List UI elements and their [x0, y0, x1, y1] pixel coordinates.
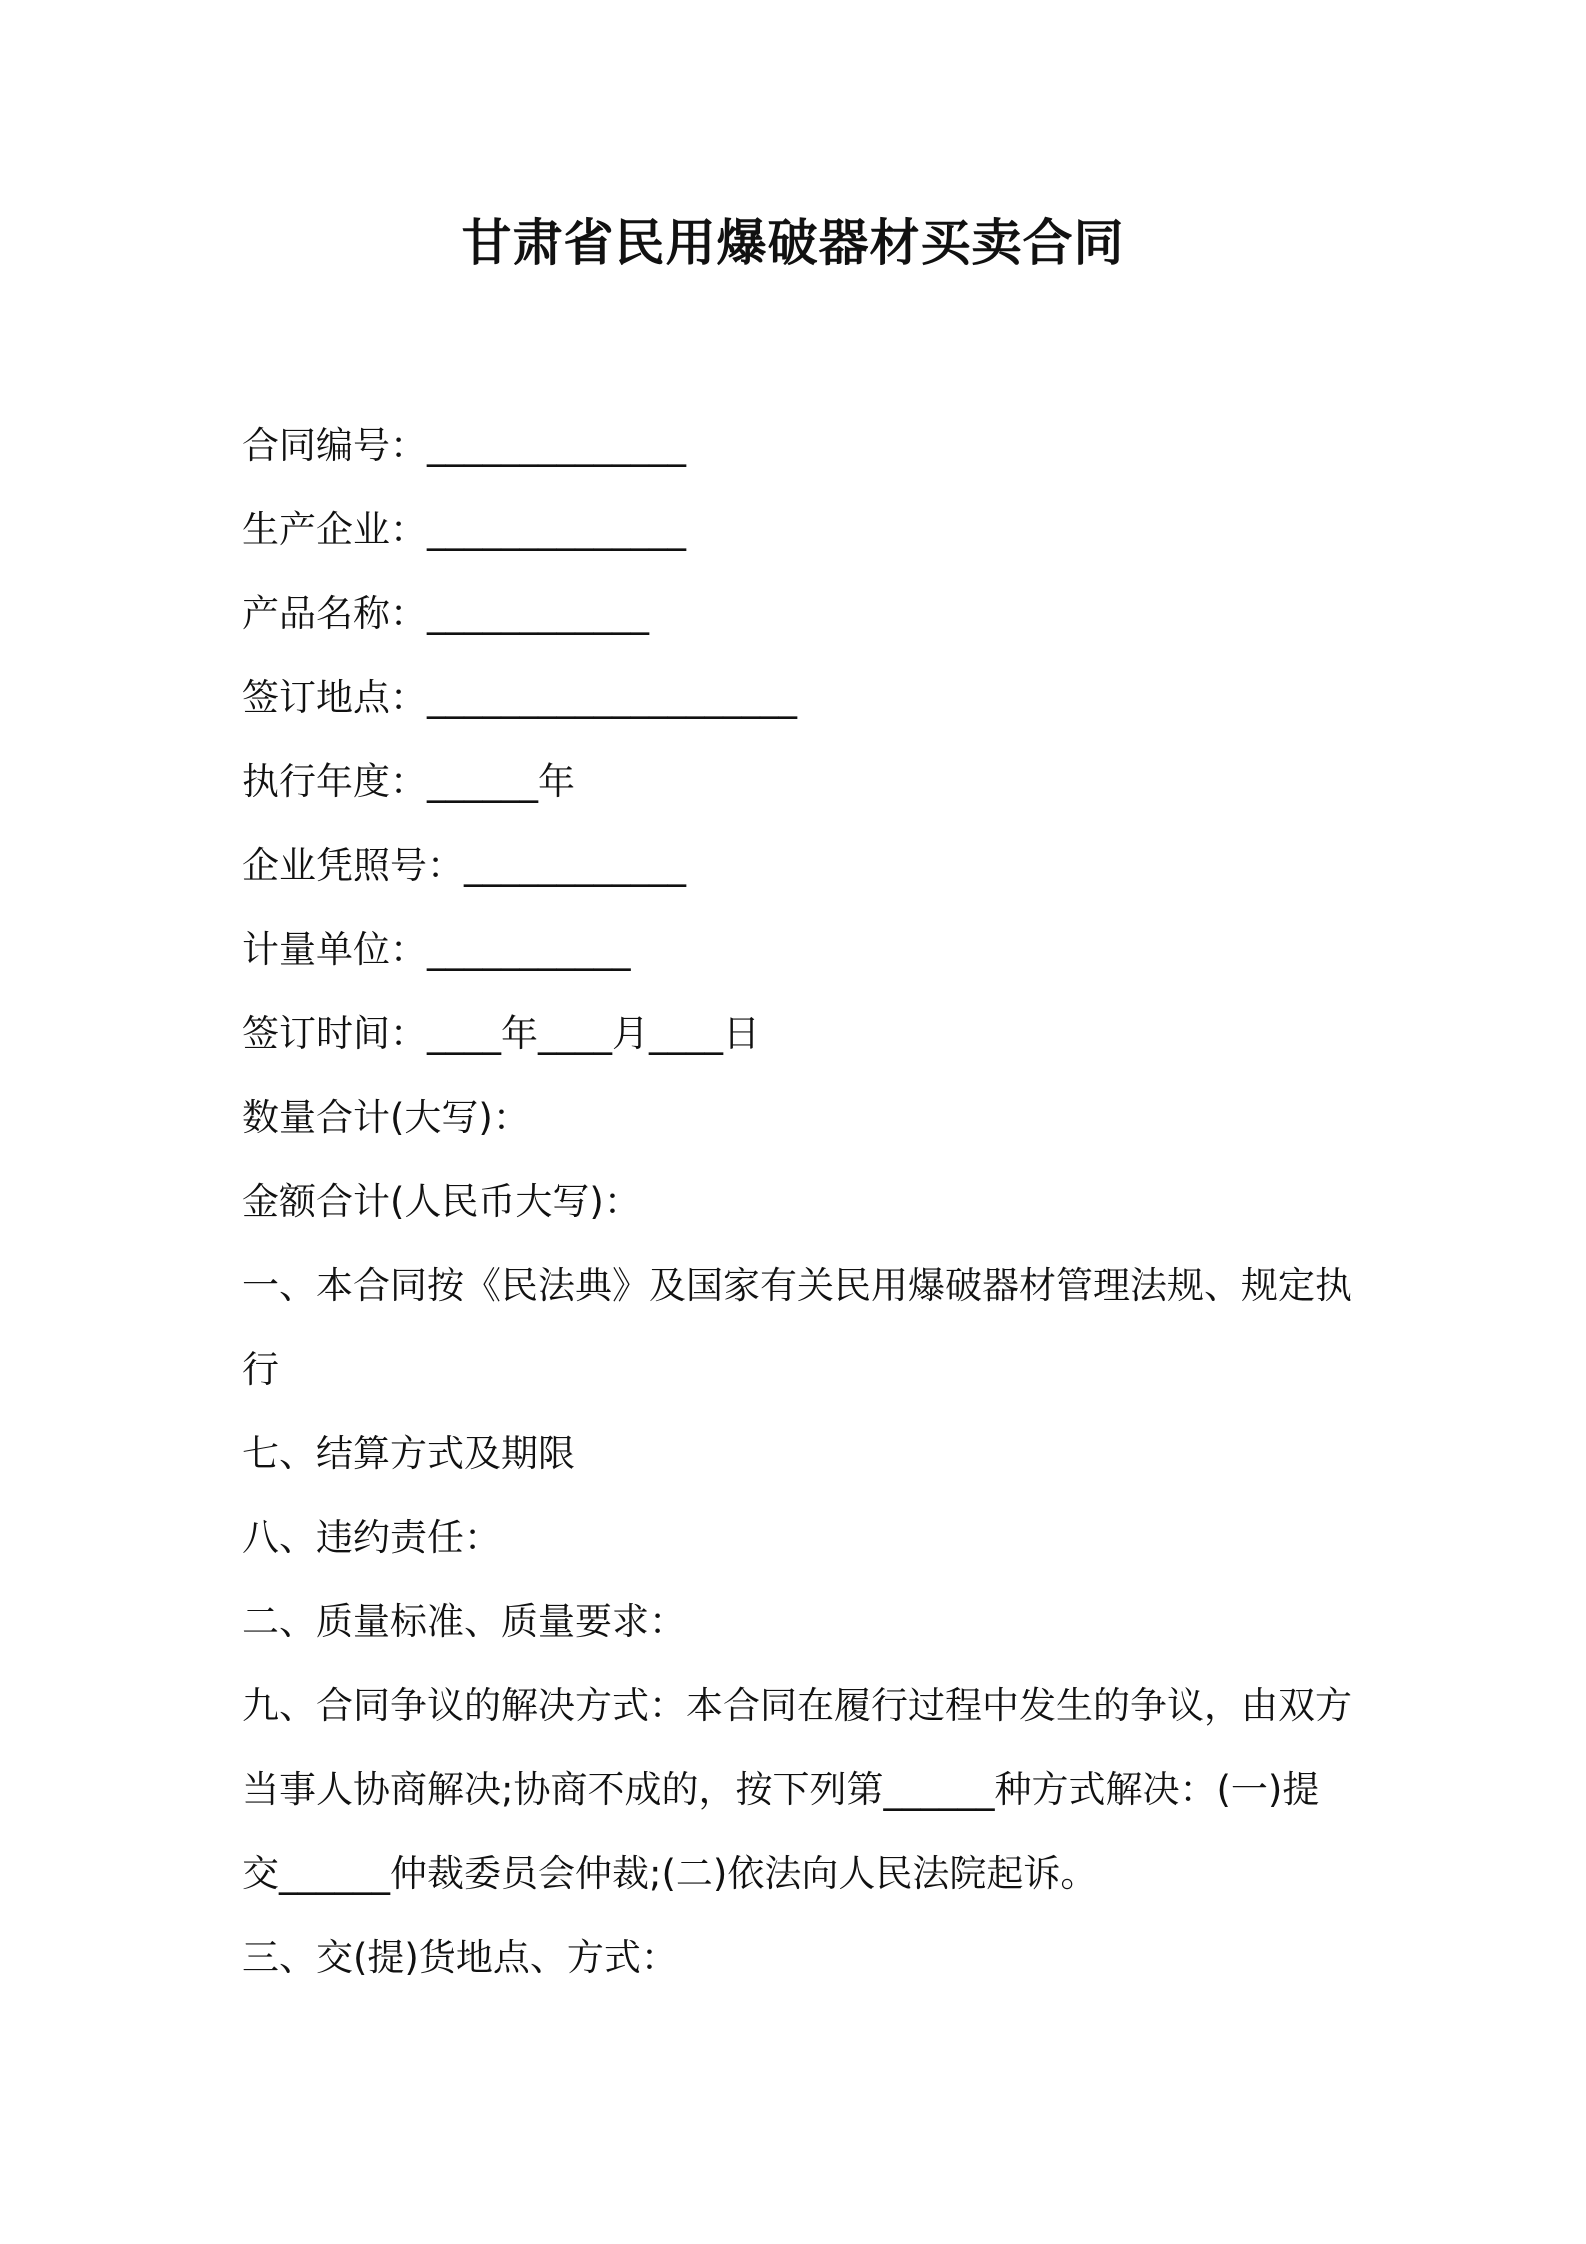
signing-date-field: 签订时间：____年____月____日 [242, 1012, 760, 1055]
document-body [242, 404, 1362, 2000]
execution-year-field: 执行年度：______年 [242, 760, 575, 803]
quantity-total-field: 数量合计(大写)： [242, 1096, 530, 1139]
clause-1-legal-basis [242, 1244, 1362, 1412]
clause-line: 八、违约责任： [242, 1516, 501, 1559]
clause-line: 三、交(提)货地点、方式： [242, 1936, 678, 1979]
clause-3-delivery [242, 1916, 1362, 2000]
clause-line: 一、本合同按《民法典》及国家有关民用爆破器材管理法规、规定执 [242, 1264, 1352, 1307]
document-title: 甘肃省民用爆破器材买卖合同 [461, 214, 1125, 272]
clause-line: 行 [242, 1348, 279, 1391]
enterprise-license-field: 企业凭照号：____________ [242, 844, 686, 887]
clause-9-dispute-resolution [242, 1664, 1362, 1916]
product-name-field: 产品名称：____________ [242, 592, 649, 635]
clause-line: 七、结算方式及期限 [242, 1432, 575, 1475]
signing-location-field: 签订地点：____________________ [242, 676, 797, 719]
clause-8-breach-liability [242, 1496, 1362, 1580]
clause-line: 当事人协商解决;协商不成的，按下列第______种方式解决：(一)提 [242, 1768, 1320, 1811]
clause-2-quality-standards [242, 1580, 1362, 1664]
contract-number-field: 合同编号：______________ [242, 424, 686, 467]
clause-line: 二、质量标准、质量要求： [242, 1600, 686, 1643]
clause-line: 交______仲裁委员会仲裁;(二)依法向人民法院起诉。 [242, 1852, 1098, 1895]
clause-line: 九、合同争议的解决方式：本合同在履行过程中发生的争议，由双方 [242, 1684, 1352, 1727]
measurement-unit-field: 计量单位：___________ [242, 928, 631, 971]
clause-7-settlement [242, 1412, 1362, 1496]
amount-total-field: 金额合计(人民币大写)： [242, 1180, 641, 1223]
manufacturer-field: 生产企业：______________ [242, 508, 686, 551]
